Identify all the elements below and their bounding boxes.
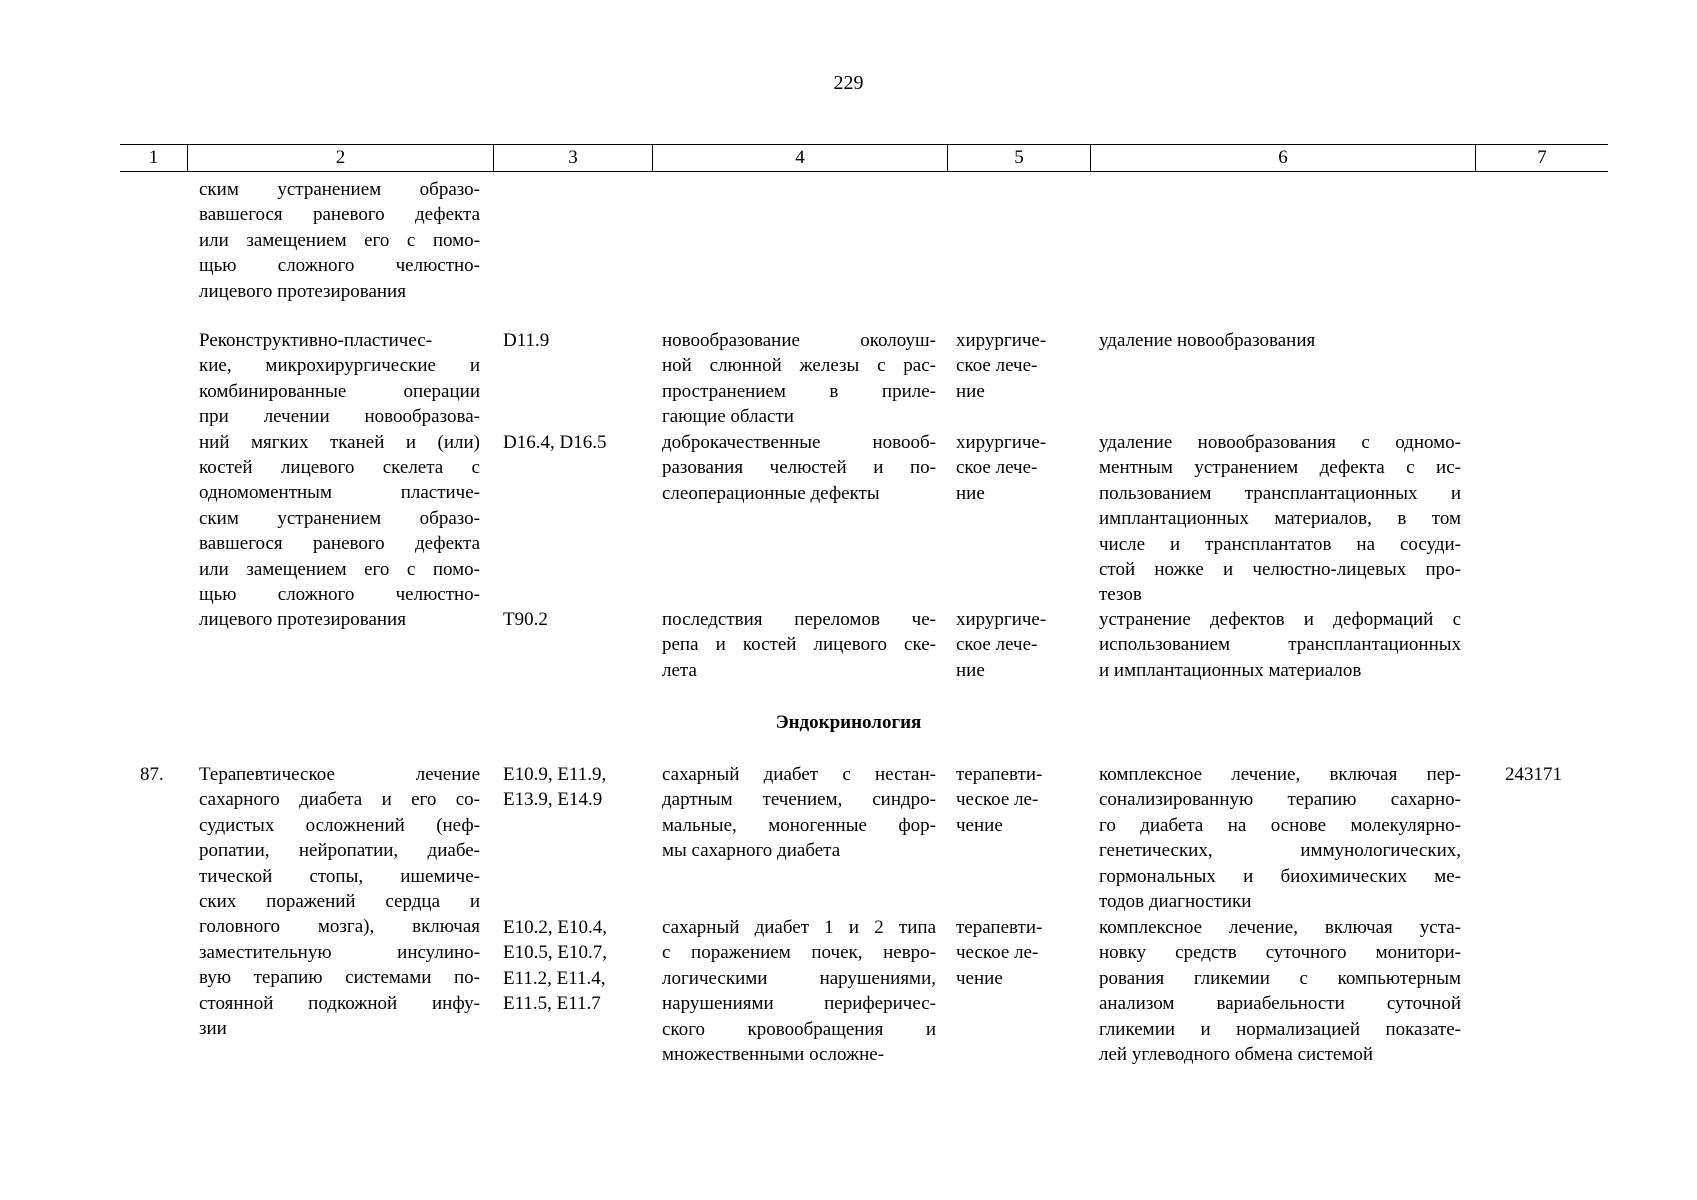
group-name-endocrinology xyxy=(199,762,480,1041)
text-line: судистых осложнений (неф- xyxy=(199,814,480,836)
text-line: E11.2, E11.4, xyxy=(503,967,606,989)
column-5-header: 5 xyxy=(947,145,1090,171)
text-line: комплексное лечение, включая уста- xyxy=(1099,917,1461,938)
table-column-header xyxy=(120,144,1608,172)
text-line: разования челюстей и по- xyxy=(662,457,936,479)
text-line: генетических, иммунологических, xyxy=(1099,840,1461,862)
text-line: репа и костей лицевого ске- xyxy=(662,634,936,656)
text-line: кие, микрохирургические и xyxy=(199,355,480,377)
text-line: ских поражений сердца и xyxy=(199,890,480,912)
text-line: чение xyxy=(956,967,1003,989)
text-line: удаление новообразования с одномо- xyxy=(1099,432,1461,453)
column-6-header: 6 xyxy=(1090,145,1475,171)
text-line: щью сложного челюстно- xyxy=(199,255,480,277)
text-line: ского кровообращения и xyxy=(662,1018,936,1040)
row-patient-model xyxy=(662,915,936,1067)
text-line: сахарного диабета и его со- xyxy=(199,789,480,811)
text-line: вую терапию системами по- xyxy=(199,967,480,989)
text-line: комбинированные операции xyxy=(199,380,480,402)
text-line: или замещением его с помо- xyxy=(199,229,480,251)
text-line: новообразование околоуш- xyxy=(662,330,936,351)
row-treatment-method xyxy=(1099,607,1461,683)
item-cost: 243171 xyxy=(1505,764,1562,785)
text-line: ское лече- xyxy=(956,457,1038,479)
page-number: 229 xyxy=(833,72,864,94)
text-line: мальные, моногенные фор- xyxy=(662,814,936,836)
group-name-reconstructive xyxy=(199,328,480,633)
text-line: лицевого протезирования xyxy=(199,280,406,302)
text-line: ское лече- xyxy=(956,355,1038,377)
row-codes xyxy=(503,430,642,455)
text-line: ние xyxy=(956,380,985,402)
text-line: гающие области xyxy=(662,406,794,428)
text-line: тезов xyxy=(1099,584,1142,606)
text-line: последствия переломов че- xyxy=(662,609,936,630)
row-treatment-type xyxy=(956,430,1078,506)
text-line: ческое ле- xyxy=(956,942,1039,964)
text-line: с поражением почек, невро- xyxy=(662,942,936,964)
column-7-header: 7 xyxy=(1475,145,1608,171)
text-line: ние xyxy=(956,482,985,504)
text-line: терапевти- xyxy=(956,764,1043,785)
text-line: зии xyxy=(199,1017,227,1039)
row-treatment-type xyxy=(956,915,1078,991)
row-treatment-type xyxy=(956,607,1078,683)
text-line: E10.5, E10.7, xyxy=(503,942,607,964)
row-treatment-method xyxy=(1099,430,1461,608)
text-line: новку средств суточного монитори- xyxy=(1099,942,1461,964)
text-line: D11.9 xyxy=(503,330,550,351)
text-line: ментным устранением дефекта с ис- xyxy=(1099,457,1461,479)
text-line: гликемии и нормализацией показате- xyxy=(1099,1018,1461,1040)
text-line: вавшегося раневого дефекта xyxy=(199,204,480,226)
text-line: ское лече- xyxy=(956,634,1038,656)
text-line: стоянной подкожной инфу- xyxy=(199,992,480,1014)
row-codes xyxy=(503,328,642,353)
row-treatment-method xyxy=(1099,328,1461,353)
column-3-header: 3 xyxy=(493,145,652,171)
text-line: ний мягких тканей и (или) xyxy=(199,431,480,453)
text-line: чение xyxy=(956,814,1003,836)
text-line: ским устранением образо- xyxy=(199,179,480,200)
text-line: лицевого протезирования xyxy=(199,609,406,631)
text-line: множественными осложне- xyxy=(662,1043,885,1065)
text-line: ние xyxy=(956,659,985,681)
text-line: сахарный диабет с нестан- xyxy=(662,764,936,785)
text-line: гормональных и биохимических ме- xyxy=(1099,865,1461,887)
text-line: логическими нарушениями, xyxy=(662,967,936,989)
text-line: пользованием трансплантационных и xyxy=(1099,482,1461,504)
text-line: анализом вариабельности суточной xyxy=(1099,993,1461,1015)
row-treatment-type xyxy=(956,762,1078,838)
section-title: Эндокринология xyxy=(775,712,922,733)
text-line: дартным течением, синдро- xyxy=(662,789,936,811)
text-line: Терапевтическое лечение xyxy=(199,764,480,785)
row-patient-model xyxy=(662,607,936,683)
row-codes xyxy=(503,762,642,813)
text-line: E11.5, E11.7 xyxy=(503,993,601,1015)
text-line: хирургиче- xyxy=(956,330,1047,351)
text-line: Реконструктивно-пластичес- xyxy=(199,330,433,351)
text-line: числе и трансплантатов на сосуди- xyxy=(1099,533,1461,555)
text-line: ной слюнной железы с рас- xyxy=(662,355,936,377)
item-number: 87. xyxy=(140,764,164,785)
row-codes xyxy=(503,915,642,1017)
text-line: E13.9, E14.9 xyxy=(503,789,603,811)
continued-group-name xyxy=(199,177,480,304)
row-treatment-type xyxy=(956,328,1078,404)
text-line: нарушениями периферичес- xyxy=(662,993,936,1015)
text-line: стой ножке и челюстно-лицевых про- xyxy=(1099,558,1461,580)
row-treatment-method xyxy=(1099,915,1461,1067)
text-line: тодов диагностики xyxy=(1099,890,1252,912)
text-line: рования гликемии с компьютерным xyxy=(1099,967,1461,989)
text-line: сахарный диабет 1 и 2 типа xyxy=(662,917,936,938)
row-patient-model xyxy=(662,328,936,430)
text-line: удаление новообразования xyxy=(1099,330,1316,351)
text-line: хирургиче- xyxy=(956,609,1047,630)
text-line: мы сахарного диабета xyxy=(662,840,841,862)
text-line: доброкачественные новооб- xyxy=(662,432,936,453)
row-codes xyxy=(503,607,642,632)
text-line: ским устранением образо- xyxy=(199,507,480,529)
text-line: устранение дефектов и деформаций с xyxy=(1099,609,1461,630)
text-line: хирургиче- xyxy=(956,432,1047,453)
row-patient-model xyxy=(662,762,936,864)
text-line: слеоперационные дефекты xyxy=(662,482,880,504)
text-line: костей лицевого скелета с xyxy=(199,456,480,478)
text-line: пространением в приле- xyxy=(662,380,936,402)
column-2-header: 2 xyxy=(187,145,493,171)
text-line: или замещением его с помо- xyxy=(199,558,480,580)
text-line: заместительную инсулино- xyxy=(199,941,480,963)
row-treatment-method xyxy=(1099,762,1461,914)
text-line: одномоментным пластиче- xyxy=(199,482,480,504)
text-line: тической стопы, ишемиче- xyxy=(199,865,480,887)
text-line: и имплантационных материалов xyxy=(1099,659,1362,681)
text-line: го диабета на основе молекулярно- xyxy=(1099,814,1461,836)
text-line: вавшегося раневого дефекта xyxy=(199,533,480,555)
text-line: комплексное лечение, включая пер- xyxy=(1099,764,1461,785)
text-line: при лечении новообразова- xyxy=(199,406,480,428)
column-4-header: 4 xyxy=(652,145,947,171)
text-line: использованием трансплантационных xyxy=(1099,634,1461,656)
text-line: лей углеводного обмена системой xyxy=(1099,1043,1374,1065)
column-1-header: 1 xyxy=(148,147,159,168)
text-line: щью сложного челюстно- xyxy=(199,583,480,605)
text-line: E10.9, E11.9, xyxy=(503,764,607,785)
text-line: имплантационных материалов, в том xyxy=(1099,508,1461,530)
row-patient-model xyxy=(662,430,936,506)
text-line: сонализированную терапию сахарно- xyxy=(1099,789,1461,811)
text-line: T90.2 xyxy=(503,609,548,630)
text-line: E10.2, E10.4, xyxy=(503,917,607,938)
text-line: лета xyxy=(662,659,697,681)
text-line: ческое ле- xyxy=(956,789,1039,811)
text-line: D16.4, D16.5 xyxy=(503,432,607,453)
text-line: терапевти- xyxy=(956,917,1043,938)
text-line: головного мозга), включая xyxy=(199,916,480,938)
text-line: ропатии, нейропатии, диабе- xyxy=(199,840,480,862)
